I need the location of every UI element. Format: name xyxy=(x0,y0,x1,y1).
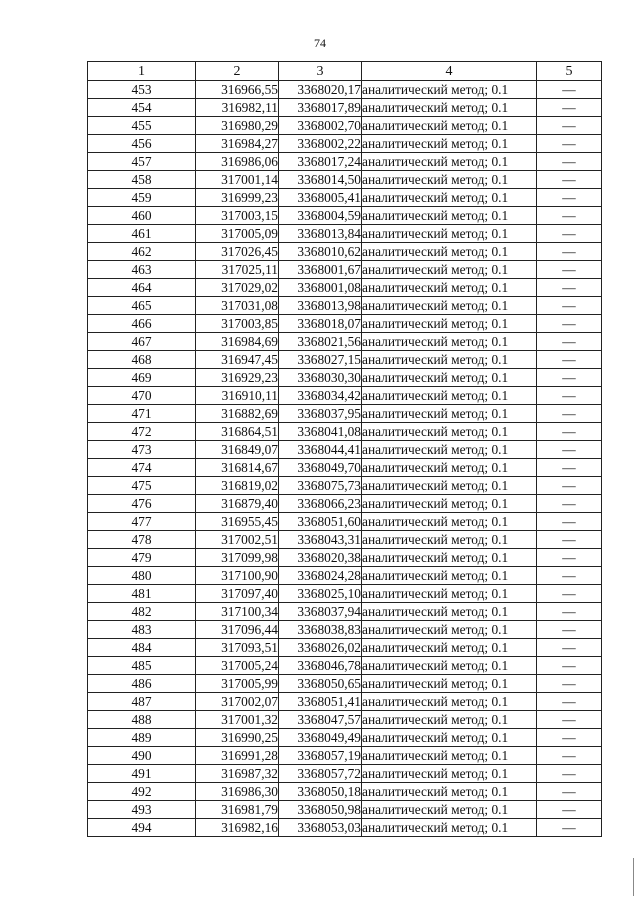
table-row xyxy=(88,711,602,729)
x-coordinate-cell: 316991,28 xyxy=(196,747,279,765)
table-row xyxy=(88,387,602,405)
table-row xyxy=(88,189,602,207)
table-row xyxy=(88,297,602,315)
x-coordinate-cell: 317029,02 xyxy=(196,279,279,297)
note-cell: — xyxy=(537,315,602,333)
point-number-cell: 489 xyxy=(88,729,196,747)
method-cell: аналитический метод; 0.1 xyxy=(362,279,537,297)
method-cell: аналитический метод; 0.1 xyxy=(362,765,537,783)
note-cell: — xyxy=(537,279,602,297)
x-coordinate-cell: 316980,29 xyxy=(196,117,279,135)
x-coordinate-cell: 317031,08 xyxy=(196,297,279,315)
table-row xyxy=(88,207,602,225)
point-number-cell: 473 xyxy=(88,441,196,459)
method-cell: аналитический метод; 0.1 xyxy=(362,387,537,405)
note-cell: — xyxy=(537,171,602,189)
x-coordinate-cell: 316987,32 xyxy=(196,765,279,783)
point-number-cell: 470 xyxy=(88,387,196,405)
table-row xyxy=(88,477,602,495)
y-coordinate-cell: 3368057,19 xyxy=(279,747,362,765)
y-coordinate-cell: 3368024,28 xyxy=(279,567,362,585)
table-row xyxy=(88,639,602,657)
y-coordinate-cell: 3368004,59 xyxy=(279,207,362,225)
table-row xyxy=(88,441,602,459)
point-number-cell: 488 xyxy=(88,711,196,729)
point-number-cell: 471 xyxy=(88,405,196,423)
y-coordinate-cell: 3368043,31 xyxy=(279,531,362,549)
note-cell: — xyxy=(537,387,602,405)
x-coordinate-cell: 316986,06 xyxy=(196,153,279,171)
point-number-cell: 480 xyxy=(88,567,196,585)
y-coordinate-cell: 3368013,84 xyxy=(279,225,362,243)
x-coordinate-cell: 316882,69 xyxy=(196,405,279,423)
x-coordinate-cell: 317100,34 xyxy=(196,603,279,621)
y-coordinate-cell: 3368020,17 xyxy=(279,81,362,99)
method-cell: аналитический метод; 0.1 xyxy=(362,783,537,801)
note-cell: — xyxy=(537,783,602,801)
table-row xyxy=(88,369,602,387)
x-coordinate-cell: 316984,69 xyxy=(196,333,279,351)
point-number-cell: 490 xyxy=(88,747,196,765)
note-cell: — xyxy=(537,153,602,171)
method-cell: аналитический метод; 0.1 xyxy=(362,819,537,837)
y-coordinate-cell: 3368050,65 xyxy=(279,675,362,693)
point-number-cell: 484 xyxy=(88,639,196,657)
method-cell: аналитический метод; 0.1 xyxy=(362,117,537,135)
method-cell: аналитический метод; 0.1 xyxy=(362,153,537,171)
method-cell: аналитический метод; 0.1 xyxy=(362,801,537,819)
table-row xyxy=(88,81,602,99)
table-row xyxy=(88,459,602,477)
note-cell: — xyxy=(537,459,602,477)
note-cell: — xyxy=(537,729,602,747)
table-row xyxy=(88,423,602,441)
y-coordinate-cell: 3368013,98 xyxy=(279,297,362,315)
y-coordinate-cell: 3368030,30 xyxy=(279,369,362,387)
table-row xyxy=(88,279,602,297)
point-number-cell: 455 xyxy=(88,117,196,135)
x-coordinate-cell: 316982,16 xyxy=(196,819,279,837)
x-coordinate-cell: 316864,51 xyxy=(196,423,279,441)
x-coordinate-cell: 316986,30 xyxy=(196,783,279,801)
point-number-cell: 460 xyxy=(88,207,196,225)
table-row xyxy=(88,693,602,711)
method-cell: аналитический метод; 0.1 xyxy=(362,585,537,603)
method-cell: аналитический метод; 0.1 xyxy=(362,405,537,423)
y-coordinate-cell: 3368010,62 xyxy=(279,243,362,261)
y-coordinate-cell: 3368051,60 xyxy=(279,513,362,531)
method-cell: аналитический метод; 0.1 xyxy=(362,423,537,441)
table-row xyxy=(88,333,602,351)
table-row xyxy=(88,801,602,819)
note-cell: — xyxy=(537,765,602,783)
x-coordinate-cell: 316990,25 xyxy=(196,729,279,747)
y-coordinate-cell: 3368014,50 xyxy=(279,171,362,189)
note-cell: — xyxy=(537,225,602,243)
x-coordinate-cell: 316955,45 xyxy=(196,513,279,531)
method-cell: аналитический метод; 0.1 xyxy=(362,459,537,477)
y-coordinate-cell: 3368017,89 xyxy=(279,99,362,117)
x-coordinate-cell: 317097,40 xyxy=(196,585,279,603)
note-cell: — xyxy=(537,639,602,657)
x-coordinate-cell: 317005,24 xyxy=(196,657,279,675)
note-cell: — xyxy=(537,585,602,603)
method-cell: аналитический метод; 0.1 xyxy=(362,477,537,495)
note-cell: — xyxy=(537,657,602,675)
method-cell: аналитический метод; 0.1 xyxy=(362,135,537,153)
table-row xyxy=(88,603,602,621)
method-cell: аналитический метод; 0.1 xyxy=(362,513,537,531)
x-coordinate-cell: 317005,99 xyxy=(196,675,279,693)
note-cell: — xyxy=(537,243,602,261)
note-cell: — xyxy=(537,207,602,225)
method-cell: аналитический метод; 0.1 xyxy=(362,693,537,711)
point-number-cell: 453 xyxy=(88,81,196,99)
table-row xyxy=(88,405,602,423)
table-body xyxy=(88,81,602,837)
y-coordinate-cell: 3368037,94 xyxy=(279,603,362,621)
method-cell: аналитический метод; 0.1 xyxy=(362,729,537,747)
x-coordinate-cell: 316999,23 xyxy=(196,189,279,207)
y-coordinate-cell: 3368050,98 xyxy=(279,801,362,819)
y-coordinate-cell: 3368044,41 xyxy=(279,441,362,459)
y-coordinate-cell: 3368037,95 xyxy=(279,405,362,423)
point-number-cell: 454 xyxy=(88,99,196,117)
note-cell: — xyxy=(537,189,602,207)
point-number-cell: 461 xyxy=(88,225,196,243)
method-cell: аналитический метод; 0.1 xyxy=(362,333,537,351)
y-coordinate-cell: 3368002,22 xyxy=(279,135,362,153)
note-cell: — xyxy=(537,333,602,351)
column-header: 4 xyxy=(362,62,537,81)
note-cell: — xyxy=(537,531,602,549)
note-cell: — xyxy=(537,819,602,837)
y-coordinate-cell: 3368021,56 xyxy=(279,333,362,351)
note-cell: — xyxy=(537,117,602,135)
y-coordinate-cell: 3368005,41 xyxy=(279,189,362,207)
table-row xyxy=(88,621,602,639)
point-number-cell: 476 xyxy=(88,495,196,513)
method-cell: аналитический метод; 0.1 xyxy=(362,81,537,99)
x-coordinate-cell: 316849,07 xyxy=(196,441,279,459)
column-header: 1 xyxy=(88,62,196,81)
note-cell: — xyxy=(537,621,602,639)
method-cell: аналитический метод; 0.1 xyxy=(362,351,537,369)
note-cell: — xyxy=(537,135,602,153)
point-number-cell: 479 xyxy=(88,549,196,567)
column-header: 5 xyxy=(537,62,602,81)
method-cell: аналитический метод; 0.1 xyxy=(362,297,537,315)
scan-edge-mark xyxy=(633,858,634,896)
y-coordinate-cell: 3368051,41 xyxy=(279,693,362,711)
y-coordinate-cell: 3368057,72 xyxy=(279,765,362,783)
x-coordinate-cell: 317025,11 xyxy=(196,261,279,279)
table-row xyxy=(88,153,602,171)
table-row xyxy=(88,585,602,603)
note-cell: — xyxy=(537,513,602,531)
table-row xyxy=(88,351,602,369)
y-coordinate-cell: 3368075,73 xyxy=(279,477,362,495)
table-row xyxy=(88,225,602,243)
point-number-cell: 483 xyxy=(88,621,196,639)
table-row xyxy=(88,261,602,279)
point-number-cell: 463 xyxy=(88,261,196,279)
point-number-cell: 467 xyxy=(88,333,196,351)
page-number: 74 xyxy=(314,36,326,50)
x-coordinate-cell: 317099,98 xyxy=(196,549,279,567)
method-cell: аналитический метод; 0.1 xyxy=(362,567,537,585)
point-number-cell: 468 xyxy=(88,351,196,369)
note-cell: — xyxy=(537,693,602,711)
note-cell: — xyxy=(537,423,602,441)
method-cell: аналитический метод; 0.1 xyxy=(362,369,537,387)
method-cell: аналитический метод; 0.1 xyxy=(362,603,537,621)
column-header: 3 xyxy=(279,62,362,81)
note-cell: — xyxy=(537,81,602,99)
x-coordinate-cell: 316947,45 xyxy=(196,351,279,369)
table-row xyxy=(88,567,602,585)
x-coordinate-cell: 317001,14 xyxy=(196,171,279,189)
point-number-cell: 465 xyxy=(88,297,196,315)
point-number-cell: 486 xyxy=(88,675,196,693)
table-row xyxy=(88,513,602,531)
y-coordinate-cell: 3368002,70 xyxy=(279,117,362,135)
point-number-cell: 462 xyxy=(88,243,196,261)
table-row xyxy=(88,765,602,783)
x-coordinate-cell: 317001,32 xyxy=(196,711,279,729)
y-coordinate-cell: 3368001,67 xyxy=(279,261,362,279)
point-number-cell: 475 xyxy=(88,477,196,495)
method-cell: аналитический метод; 0.1 xyxy=(362,99,537,117)
method-cell: аналитический метод; 0.1 xyxy=(362,189,537,207)
column-header: 2 xyxy=(196,62,279,81)
point-number-cell: 472 xyxy=(88,423,196,441)
y-coordinate-cell: 3368049,70 xyxy=(279,459,362,477)
method-cell: аналитический метод; 0.1 xyxy=(362,747,537,765)
note-cell: — xyxy=(537,675,602,693)
table-row xyxy=(88,315,602,333)
y-coordinate-cell: 3368046,78 xyxy=(279,657,362,675)
y-coordinate-cell: 3368020,38 xyxy=(279,549,362,567)
x-coordinate-cell: 317100,90 xyxy=(196,567,279,585)
method-cell: аналитический метод; 0.1 xyxy=(362,531,537,549)
x-coordinate-cell: 316929,23 xyxy=(196,369,279,387)
y-coordinate-cell: 3368001,08 xyxy=(279,279,362,297)
method-cell: аналитический метод; 0.1 xyxy=(362,261,537,279)
table-row xyxy=(88,171,602,189)
note-cell: — xyxy=(537,297,602,315)
method-cell: аналитический метод; 0.1 xyxy=(362,495,537,513)
method-cell: аналитический метод; 0.1 xyxy=(362,225,537,243)
y-coordinate-cell: 3368027,15 xyxy=(279,351,362,369)
y-coordinate-cell: 3368025,10 xyxy=(279,585,362,603)
x-coordinate-cell: 317003,15 xyxy=(196,207,279,225)
point-number-cell: 482 xyxy=(88,603,196,621)
point-number-cell: 469 xyxy=(88,369,196,387)
table-row xyxy=(88,243,602,261)
method-cell: аналитический метод; 0.1 xyxy=(362,441,537,459)
point-number-cell: 494 xyxy=(88,819,196,837)
method-cell: аналитический метод; 0.1 xyxy=(362,315,537,333)
y-coordinate-cell: 3368026,02 xyxy=(279,639,362,657)
x-coordinate-cell: 317093,51 xyxy=(196,639,279,657)
point-number-cell: 477 xyxy=(88,513,196,531)
y-coordinate-cell: 3368049,49 xyxy=(279,729,362,747)
point-number-cell: 487 xyxy=(88,693,196,711)
y-coordinate-cell: 3368018,07 xyxy=(279,315,362,333)
y-coordinate-cell: 3368047,57 xyxy=(279,711,362,729)
table-row xyxy=(88,783,602,801)
note-cell: — xyxy=(537,261,602,279)
method-cell: аналитический метод; 0.1 xyxy=(362,171,537,189)
table-row xyxy=(88,657,602,675)
point-number-cell: 458 xyxy=(88,171,196,189)
point-number-cell: 485 xyxy=(88,657,196,675)
x-coordinate-cell: 317003,85 xyxy=(196,315,279,333)
x-coordinate-cell: 317002,07 xyxy=(196,693,279,711)
table-row xyxy=(88,549,602,567)
note-cell: — xyxy=(537,495,602,513)
x-coordinate-cell: 316879,40 xyxy=(196,495,279,513)
note-cell: — xyxy=(537,477,602,495)
y-coordinate-cell: 3368050,18 xyxy=(279,783,362,801)
x-coordinate-cell: 317096,44 xyxy=(196,621,279,639)
point-number-cell: 493 xyxy=(88,801,196,819)
table-row xyxy=(88,531,602,549)
note-cell: — xyxy=(537,567,602,585)
table-row xyxy=(88,135,602,153)
table-row xyxy=(88,495,602,513)
note-cell: — xyxy=(537,441,602,459)
x-coordinate-cell: 317026,45 xyxy=(196,243,279,261)
x-coordinate-cell: 316984,27 xyxy=(196,135,279,153)
method-cell: аналитический метод; 0.1 xyxy=(362,207,537,225)
y-coordinate-cell: 3368066,23 xyxy=(279,495,362,513)
table-header-row xyxy=(88,62,602,81)
point-number-cell: 466 xyxy=(88,315,196,333)
x-coordinate-cell: 316981,79 xyxy=(196,801,279,819)
y-coordinate-cell: 3368041,08 xyxy=(279,423,362,441)
table-row xyxy=(88,819,602,837)
note-cell: — xyxy=(537,405,602,423)
note-cell: — xyxy=(537,801,602,819)
x-coordinate-cell: 317002,51 xyxy=(196,531,279,549)
x-coordinate-cell: 316982,11 xyxy=(196,99,279,117)
x-coordinate-cell: 316966,55 xyxy=(196,81,279,99)
method-cell: аналитический метод; 0.1 xyxy=(362,621,537,639)
note-cell: — xyxy=(537,711,602,729)
method-cell: аналитический метод; 0.1 xyxy=(362,639,537,657)
method-cell: аналитический метод; 0.1 xyxy=(362,657,537,675)
note-cell: — xyxy=(537,549,602,567)
note-cell: — xyxy=(537,747,602,765)
y-coordinate-cell: 3368017,24 xyxy=(279,153,362,171)
x-coordinate-cell: 316814,67 xyxy=(196,459,279,477)
point-number-cell: 459 xyxy=(88,189,196,207)
point-number-cell: 481 xyxy=(88,585,196,603)
method-cell: аналитический метод; 0.1 xyxy=(362,711,537,729)
method-cell: аналитический метод; 0.1 xyxy=(362,675,537,693)
method-cell: аналитический метод; 0.1 xyxy=(362,243,537,261)
table-row xyxy=(88,117,602,135)
table-row xyxy=(88,747,602,765)
table-row xyxy=(88,675,602,693)
point-number-cell: 457 xyxy=(88,153,196,171)
point-number-cell: 492 xyxy=(88,783,196,801)
note-cell: — xyxy=(537,369,602,387)
table-row xyxy=(88,99,602,117)
method-cell: аналитический метод; 0.1 xyxy=(362,549,537,567)
note-cell: — xyxy=(537,351,602,369)
x-coordinate-cell: 316910,11 xyxy=(196,387,279,405)
point-number-cell: 456 xyxy=(88,135,196,153)
point-number-cell: 491 xyxy=(88,765,196,783)
note-cell: — xyxy=(537,603,602,621)
point-number-cell: 478 xyxy=(88,531,196,549)
point-number-cell: 474 xyxy=(88,459,196,477)
note-cell: — xyxy=(537,99,602,117)
y-coordinate-cell: 3368053,03 xyxy=(279,819,362,837)
y-coordinate-cell: 3368034,42 xyxy=(279,387,362,405)
x-coordinate-cell: 317005,09 xyxy=(196,225,279,243)
y-coordinate-cell: 3368038,83 xyxy=(279,621,362,639)
coordinates-table xyxy=(87,61,602,837)
x-coordinate-cell: 316819,02 xyxy=(196,477,279,495)
table-row xyxy=(88,729,602,747)
point-number-cell: 464 xyxy=(88,279,196,297)
